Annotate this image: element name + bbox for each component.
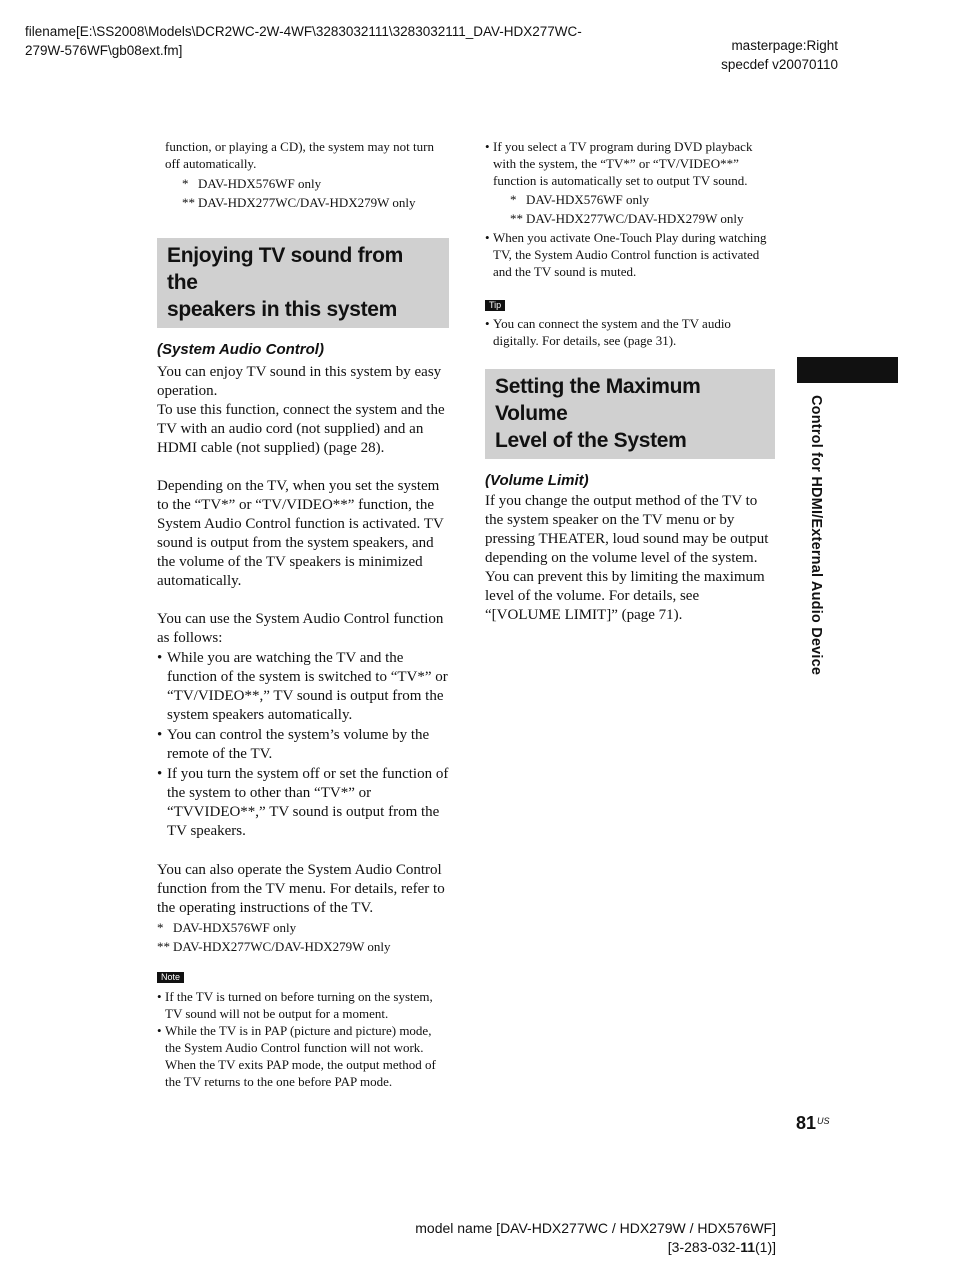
- heading-line-2: Level of the System: [495, 429, 687, 452]
- masterpage-header: [640, 36, 838, 74]
- right-column: [485, 138, 775, 625]
- note-item: • While the TV is in PAP (picture and picture) mode, the System Audio Control function will not work. When the TV exits PAP mode, the output method of the TV returns to the one before PAP mode.: [157, 1022, 449, 1090]
- footnote-mark: **: [157, 939, 170, 954]
- footnote-mark: **: [510, 211, 523, 226]
- paragraph: You can enjoy TV sound in this system by easy operation.: [157, 364, 442, 399]
- tip-text: You can connect the system and the TV audio digitally. For details, see (page 31).: [493, 316, 731, 348]
- specdef-label: specdef v20070110: [721, 57, 838, 72]
- paragraph: If you change the output method of the TV to the system speaker on the TV menu or by pressing THEATER, loud sound may be output depending on the volume level of the system. You can prevent this by limiting the maximum level of the volume. For details, see “[VOLUME LIMIT]” (page 71).: [485, 493, 769, 623]
- heading-line-2: speakers in this system: [167, 298, 398, 321]
- footnote-text: DAV-HDX576WF only: [173, 920, 297, 935]
- list-item-text: If you turn the system off or set the function of the system to other than “TV*” or “TVVIDEO**,” TV sound is output from the TV speakers.: [167, 766, 449, 839]
- code-prefix: [3-283-032-: [667, 1239, 741, 1255]
- footnote-text: DAV-HDX277WC/DAV-HDX279W only: [526, 211, 744, 226]
- note-block: [157, 967, 449, 1090]
- footnote-text: DAV-HDX277WC/DAV-HDX279W only: [173, 939, 391, 954]
- footer: [380, 1219, 776, 1257]
- list-item-text: While you are watching the TV and the function of the system is switched to “TV*” or “TV/VIDEO**,” TV sound is output from the system speakers automatically.: [167, 650, 448, 723]
- heading-line-1: Enjoying TV sound from the: [167, 244, 404, 294]
- footnote-double-star: [485, 209, 775, 228]
- tip-label: Tip: [485, 300, 505, 311]
- page-number-value: 81: [796, 1113, 817, 1133]
- footnote-text: DAV-HDX576WF only: [526, 192, 650, 207]
- footnote-mark: *: [510, 192, 517, 207]
- code-bold: 11: [740, 1239, 755, 1255]
- section-heading-tv-sound: [157, 238, 449, 328]
- footnote-mark: *: [182, 176, 189, 191]
- bullet-item: • If you select a TV program during DVD playback with the system, the “TV*” or “TV/VIDEO**” function is automatically set to output TV sound.: [485, 138, 775, 189]
- bullet-item: • When you activate One-Touch Play during watching TV, the System Audio Control function is activated and the TV sound is muted.: [485, 229, 775, 280]
- footnote-text: DAV-HDX576WF only: [198, 176, 322, 191]
- paragraph: To use this function, connect the system and the TV with an audio cord (not supplied) and an HDMI cable (not supplied) (page 28).: [157, 402, 445, 456]
- subheading-system-audio-control: (System Audio Control): [157, 341, 324, 358]
- bullet-list: [157, 649, 449, 841]
- continuation-line-1: function, or playing a CD), the system may not turn: [165, 139, 434, 154]
- footnote-single-star: [157, 174, 449, 193]
- note-text: If the TV is turned on before turning on the system, TV sound will not be output for a moment.: [165, 989, 433, 1021]
- document-code: [380, 1238, 776, 1257]
- subheading-volume-limit: (Volume Limit): [485, 472, 589, 489]
- section-tab-marker: [797, 357, 898, 383]
- continuation-line-2: off automatically.: [165, 156, 257, 171]
- list-item: • While you are watching the TV and the function of the system is switched to “TV*” or “TV/VIDEO**,” TV sound is output from the system speakers automatically.: [157, 650, 448, 723]
- note-text: While the TV is in PAP (picture and picture) mode, the System Audio Control function will not work. When the TV exits PAP mode, the output method of the TV returns to the one before PAP mode.: [165, 1023, 436, 1089]
- tip-block: [485, 295, 775, 349]
- masterpage-label: masterpage:Right: [731, 38, 838, 53]
- model-name: model name [DAV-HDX277WC / HDX279W / HDX576WF]: [415, 1220, 776, 1236]
- footnote-mark: *: [157, 920, 164, 935]
- left-column: [157, 138, 449, 1090]
- side-tab-text: Control for HDMI/External Audio Device: [808, 395, 824, 676]
- paragraph: You can also operate the System Audio Control function from the TV menu. For details, refer to the operating instructions of the TV.: [157, 862, 445, 916]
- page-number: [796, 1113, 830, 1134]
- side-tab-label: [804, 395, 824, 695]
- footnote-single-star: [157, 918, 449, 937]
- footnote-text: DAV-HDX277WC/DAV-HDX279W only: [198, 195, 416, 210]
- paragraph: You can use the System Audio Control function as follows:: [157, 611, 444, 646]
- footnote-mark: **: [182, 195, 195, 210]
- heading-line-1: Setting the Maximum Volume: [495, 375, 701, 425]
- filename-header: [25, 22, 665, 60]
- list-item-text: You can control the system’s volume by the remote of the TV.: [167, 727, 430, 762]
- code-suffix: (1)]: [755, 1239, 776, 1255]
- note-item: • If the TV is turned on before turning on the system, TV sound will not be output for a moment.: [157, 988, 449, 1022]
- footnote-double-star: [157, 937, 449, 956]
- list-item: • If you turn the system off or set the function of the system to other than “TV*” or “TVVIDEO**,” TV sound is output from the TV speakers.: [157, 766, 449, 839]
- filename-line-2: 279W-576WF\gb08ext.fm]: [25, 43, 183, 58]
- footnote-single-star: [485, 190, 775, 209]
- bullet-text: If you select a TV program during DVD playback with the system, the “TV*” or “TV/VIDEO**” function is automatically set to output TV sound.: [493, 139, 753, 188]
- page-number-suffix: US: [817, 1116, 830, 1126]
- note-label: Note: [157, 972, 184, 983]
- section-heading-volume-limit: [485, 369, 775, 459]
- footnote-double-star: [157, 193, 449, 212]
- paragraph: Depending on the TV, when you set the system to the “TV*” or “TV/VIDEO**” function, the System Audio Control function is activated. TV sound is output from the system speakers, and the volume of the TV speakers is minimized automatically.: [157, 478, 444, 589]
- bullet-text: When you activate One-Touch Play during watching TV, the System Audio Control function is activated and the TV sound is muted.: [493, 230, 767, 279]
- tip-item: • You can connect the system and the TV audio digitally. For details, see (page 31).: [485, 315, 775, 349]
- continuation-text: [157, 138, 449, 172]
- filename-line-1: filename[E:\SS2008\Models\DCR2WC-2W-4WF\3283032111\3283032111_DAV-HDX277WC-: [25, 24, 582, 39]
- list-item: • You can control the system’s volume by the remote of the TV.: [157, 726, 449, 764]
